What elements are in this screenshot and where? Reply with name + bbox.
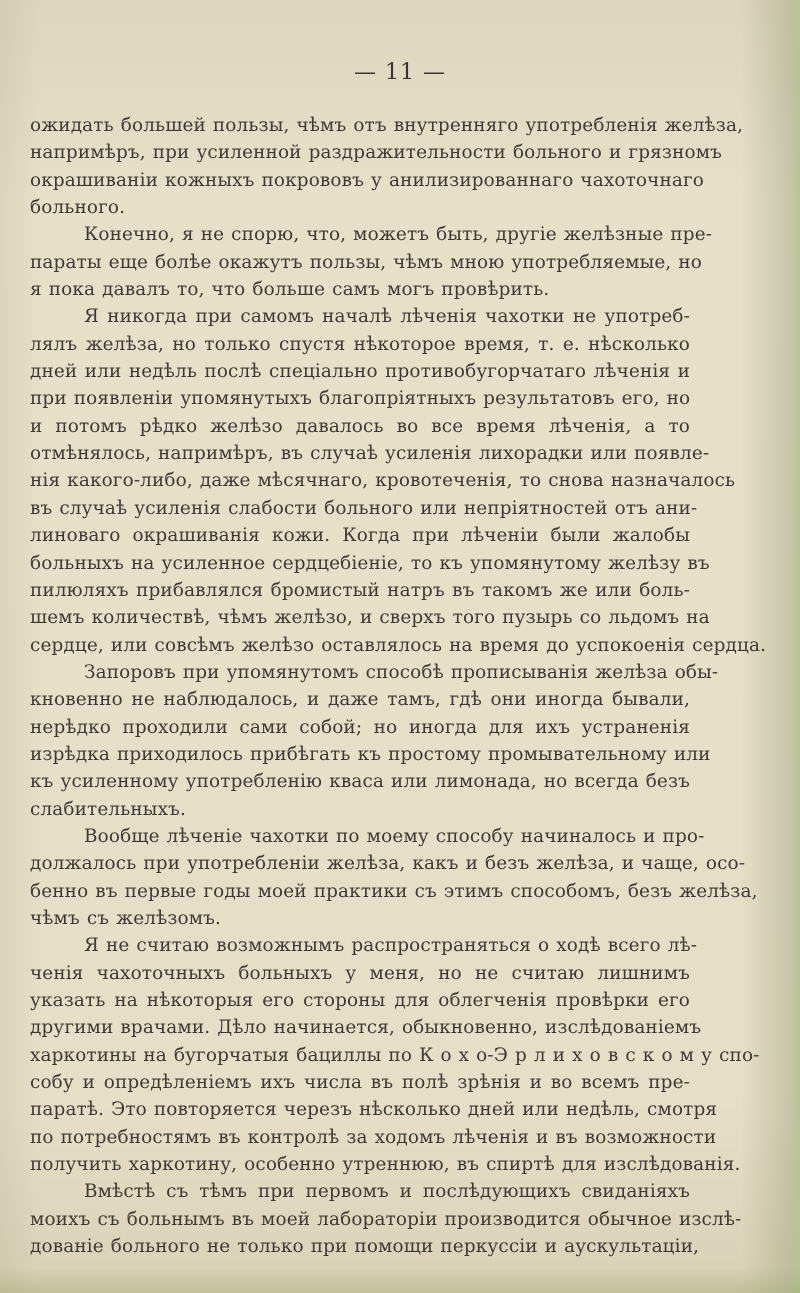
text-line: лялъ желѣза, но только спустя нѣкоторое время, т. е. нѣсколько [30,333,690,355]
text-line: бенно въ первые годы моей практики съ этимъ способомъ, безъ желѣза, [30,880,758,902]
text-line: собу и опредѣленіемъ ихъ числа въ полѣ зрѣнія и во всемъ пре- [30,1072,690,1094]
text-line: изрѣдка приходилось прибѣгать къ простому промывательному или [30,743,711,765]
text-line: указать на нѣкоторыя его стороны для облегченія провѣрки его [30,990,690,1011]
text-line: линоваго окрашиванія кожи. Когда при лѣченіи были жалобы [30,525,690,547]
text-line: окрашиваніи кожныхъ покрововъ у анилизированнаго чахоточнаго [30,169,704,191]
text-line: получить харкотину, особенно утреннюю, въ спиртѣ для изслѣдованія. [30,1154,741,1176]
text-line: при появленіи упомянутыхъ благопріятныхъ результатовъ его, но [30,388,691,410]
text-line: пилюляхъ прибавлялся бромистый натръ въ такомъ же или боль- [30,579,690,601]
text-line: Конечно, я не спорю, что, можетъ быть, другіе желѣзные пре- [84,224,713,246]
text-line: ожидать большей пользы, чѣмъ отъ внутренняго употребленія желѣза, [30,115,744,136]
text-line: слабительныхъ. [30,798,186,820]
text-line: сердце, или совсѣмъ желѣзо оставлялось на время до успокоенія сердца. [30,634,767,656]
text-line: больного. [30,197,126,219]
text-line: нія какого-либо, даже мѣсячнаго, кровотеченія, то снова назначалось [30,470,736,492]
text-line: харкотины на бугорчатыя бациллы по К о х о-Э р л и х о в с к о м у спо- [30,1044,760,1066]
text-line: ченія чахоточныхъ больныхъ у меня, но не считаю лишнимъ [30,962,690,984]
text-line: напримѣръ, при усиленной раздражительности больного и грязномъ [30,142,722,164]
text-line: другими врачами. Дѣло начинается, обыкновенно, изслѣдованіемъ [30,1017,702,1039]
page-bottom-edge [0,1267,800,1293]
text-line: дованіе больного не только при помощи перкуссіи и аускультаціи, [30,1236,700,1258]
text-line: параты еще болѣе окажутъ пользы, чѣмъ мною употребляемые, но [30,251,703,273]
text-line: отмѣнялось, напримѣръ, въ случаѣ усиленія лихорадки или появле- [30,443,710,465]
text-line: я пока давалъ то, что больше самъ могъ провѣрить. [30,279,550,301]
text-line: дней или недѣль послѣ спеціально противобугорчатаго лѣченія и [30,361,690,383]
body-text [30,112,767,1260]
text-line: больныхъ на усиленное сердцебіеніе, то къ упомянутому желѣзу въ [30,552,710,574]
text-line: и потомъ рѣдко желѣзо давалось во все время лѣченія, а то [30,415,690,437]
page-number: — 11 — [354,60,446,85]
text-line: нерѣдко проходили сами собой; но иногда для ихъ устраненія [30,716,690,738]
text-line: чѣмъ съ желѣзомъ. [30,907,222,929]
text-line: Вообще лѣченіе чахотки по моему способу начиналось и про- [84,825,705,847]
text-line: къ усиленному употребленію кваса или лимонада, но всегда безъ [30,771,690,793]
text-line: кновенно не наблюдалось, и даже тамъ, гдѣ они иногда бывали, [30,689,690,711]
text-line: Я не считаю возможнымъ распространяться о ходѣ всего лѣ- [84,935,698,957]
text-line: Запоровъ при упомянутомъ способѣ прописыванія желѣза обы- [84,661,719,683]
text-line: моихъ съ больнымъ въ моей лабораторіи производится обычное изслѣ- [30,1208,742,1230]
text-line: въ случаѣ усиленія слабости больного или непріятностей отъ ани- [30,497,698,519]
text-line: Вмѣстѣ съ тѣмъ при первомъ и послѣдующихъ свиданіяхъ [84,1181,690,1203]
text-line: шемъ количествѣ, чѣмъ желѣзо, и сверхъ того пузырь со льдомъ на [30,607,710,629]
text-line: должалось при употребленіи желѣза, какъ и безъ желѣза, и чаще, осо- [30,853,746,875]
text-line: по потребностямъ въ контролѣ за ходомъ лѣченія и въ возможности [30,1126,717,1148]
text-line: паратѣ. Это повторяется черезъ нѣсколько дней или недѣль, смотря [30,1099,718,1121]
text-line: Я никогда при самомъ началѣ лѣченія чахотки не употреб- [84,306,690,328]
